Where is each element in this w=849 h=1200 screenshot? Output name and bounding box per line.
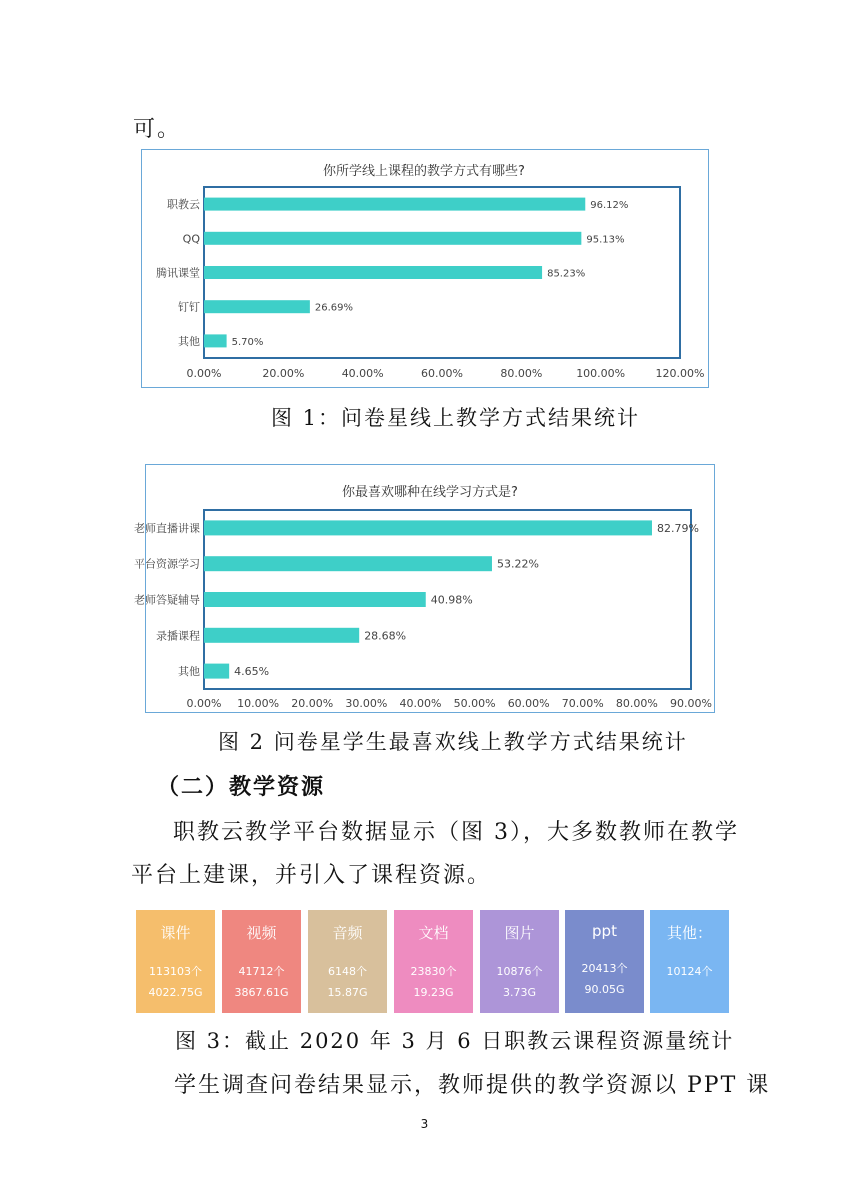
x-tick-label: 20.00% (262, 367, 305, 380)
text-line-top: 可。 (133, 117, 182, 142)
chart-title: 你最喜欢哪种在线学习方式是? (342, 485, 518, 500)
category-label: 其他 (178, 665, 200, 679)
resource-count: 6148个 (328, 965, 367, 978)
resource-tile-other (650, 910, 729, 1013)
resource-name: 其他： (666, 924, 712, 942)
resource-count: 10124个 (666, 965, 713, 978)
resource-tile-video (222, 910, 301, 1013)
caption-figure-2: 图 2 问卷星学生最喜欢线上教学方式结果统计 (218, 730, 688, 754)
resource-size: 4022.75G (148, 986, 203, 999)
resource-size: 19.23G (413, 986, 454, 999)
data-label: 95.13% (586, 234, 625, 246)
chart-teaching-methods (141, 149, 709, 388)
resource-size: 3.73G (502, 986, 537, 999)
x-tick-label: 20.00% (291, 697, 334, 710)
bar (204, 198, 585, 211)
category-label: 其他 (178, 334, 200, 348)
bar (204, 556, 492, 571)
bar (204, 592, 426, 607)
category-label: 职教云 (167, 198, 200, 212)
category-label: 老师答疑辅导 (134, 593, 200, 607)
data-label: 82.79% (656, 521, 699, 535)
category-label: 钉钉 (178, 300, 200, 314)
chart-title: 你所学线上课程的教学方式有哪些? (323, 164, 525, 179)
x-tick-label: 0.00% (186, 697, 222, 710)
paragraph-2-line-1: 学生调查问卷结果显示，教师提供的教学资源以 PPT 课 (174, 1073, 771, 1098)
x-tick-label: 90.00% (670, 697, 712, 710)
resource-count: 10876个 (496, 965, 543, 978)
resource-count: 41712个 (238, 965, 285, 978)
data-label: 96.12% (590, 200, 629, 212)
x-tick-label: 60.00% (507, 697, 550, 710)
bar (204, 300, 310, 313)
resource-size: 3867.61G (234, 986, 289, 999)
x-tick-label: 40.00% (399, 697, 442, 710)
data-label: 40.98% (430, 593, 473, 607)
resource-name: 课件 (160, 924, 191, 942)
data-label: 85.23% (547, 268, 586, 280)
category-label: 老师直播讲课 (134, 521, 200, 535)
resource-size: 90.05G (584, 983, 625, 996)
bar (204, 232, 581, 245)
bar (204, 628, 359, 643)
x-tick-label: 120.00% (655, 367, 705, 380)
x-tick-label: 0.00% (186, 367, 222, 380)
data-label: 4.65% (234, 665, 270, 679)
category-label: QQ (182, 232, 200, 246)
x-tick-label: 10.00% (237, 697, 280, 710)
resource-tile-audio (308, 910, 387, 1013)
resource-tile-ppt (565, 910, 644, 1013)
resource-name: 图片 (504, 924, 535, 942)
x-tick-label: 50.00% (453, 697, 496, 710)
resource-tile-image (480, 910, 559, 1013)
resource-name: ppt (592, 922, 617, 940)
x-tick-label: 60.00% (421, 367, 463, 380)
data-label: 28.68% (364, 629, 407, 643)
paragraph-1-line-1: 职教云教学平台数据显示（图 3），大多数教师在教学 (173, 820, 739, 845)
x-tick-label: 80.00% (615, 697, 658, 710)
data-label: 26.69% (314, 302, 354, 314)
bar (204, 266, 542, 279)
category-label: 平台资源学习 (134, 557, 200, 571)
caption-figure-3: 图 3：截止 2020 年 3 月 6 日职教云课程资源量统计 (175, 1029, 735, 1053)
resource-tile-courseware (136, 910, 215, 1013)
section-heading: （二）教学资源 (157, 774, 326, 800)
bar (204, 520, 652, 535)
x-tick-label: 80.00% (500, 367, 543, 380)
x-tick-label: 40.00% (341, 367, 384, 380)
x-tick-label: 30.00% (345, 697, 388, 710)
x-tick-label: 100.00% (576, 367, 626, 380)
caption-figure-1: 图 1：问卷星线上教学方式结果统计 (271, 406, 641, 430)
data-label: 53.22% (496, 557, 539, 571)
resource-tile-document (394, 910, 473, 1013)
category-label: 录播课程 (156, 629, 200, 643)
page-number: 3 (420, 1117, 429, 1131)
category-label: 腾讯课堂 (156, 266, 200, 280)
resource-count: 23830个 (410, 965, 457, 978)
resource-count: 113103个 (149, 965, 202, 978)
paragraph-1-line-2: 平台上建课，并引入了课程资源。 (131, 863, 492, 888)
bar (204, 664, 229, 679)
resource-name: 视频 (246, 924, 277, 942)
bar (204, 334, 227, 347)
resource-count: 20413个 (581, 962, 628, 975)
resource-name: 音频 (332, 924, 363, 942)
resource-size: 15.87G (327, 986, 368, 999)
chart-preferred-methods (134, 464, 715, 713)
x-tick-label: 70.00% (561, 697, 604, 710)
resource-name: 文档 (418, 924, 449, 942)
data-label: 5.70% (231, 336, 264, 348)
